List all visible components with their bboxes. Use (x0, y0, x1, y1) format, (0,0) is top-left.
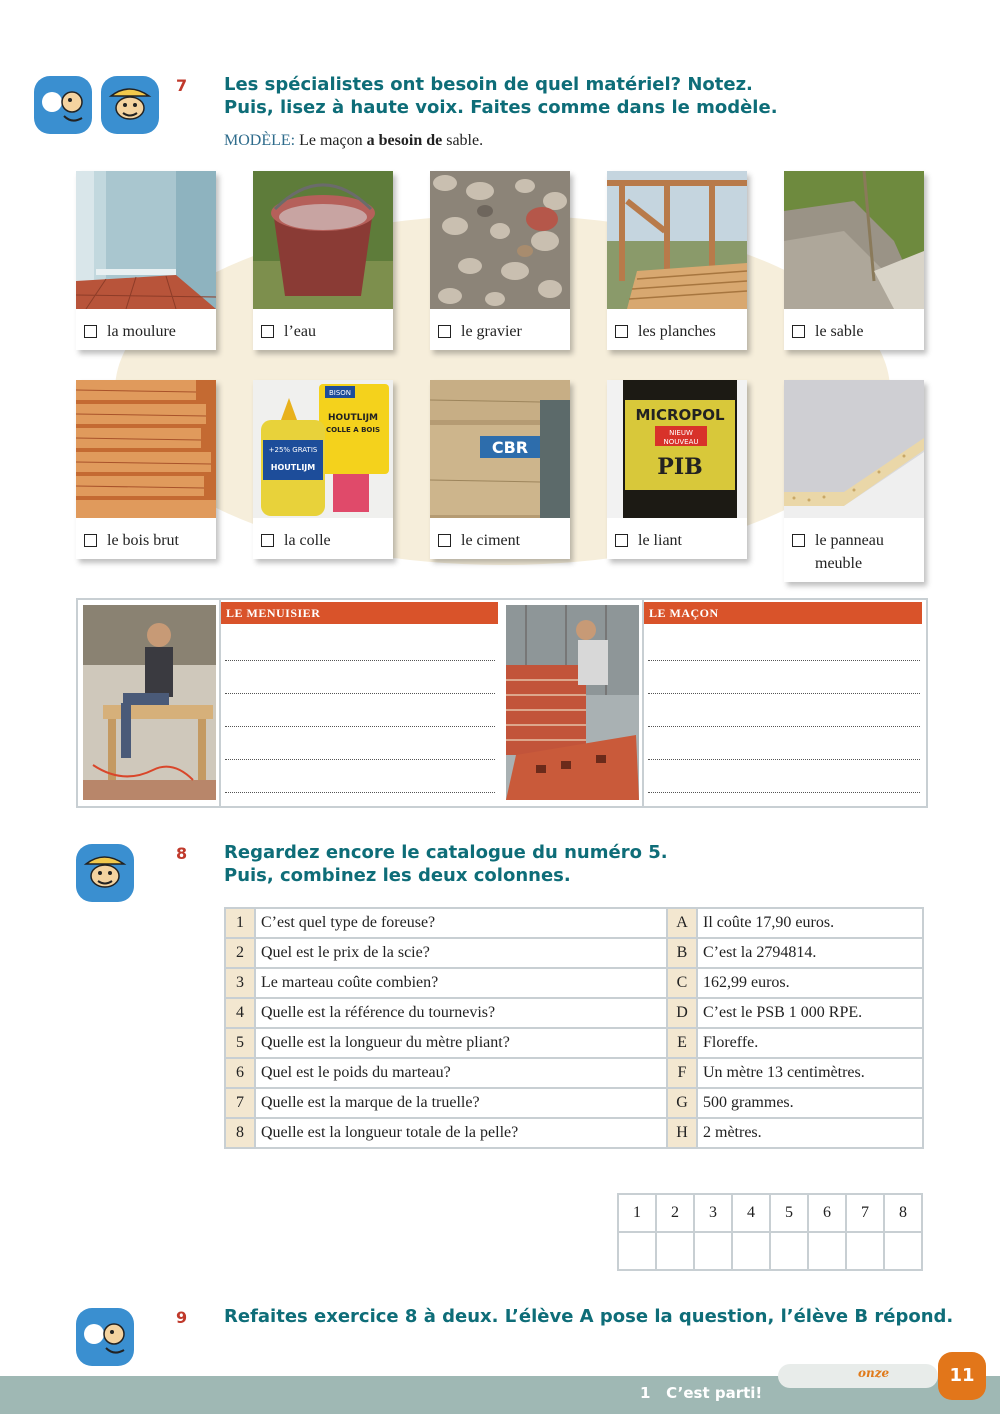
glue-label-text: HOUTLIJM (327, 413, 379, 423)
answer-cell[interactable] (618, 1232, 656, 1270)
answer-letter: B (667, 938, 697, 968)
exercise-instruction (224, 841, 668, 887)
answer-letter: A (667, 908, 697, 938)
answer-cell[interactable] (884, 1232, 922, 1270)
material-label: le sable (815, 323, 864, 340)
table-row (225, 1118, 923, 1148)
speaking-person-icon (76, 844, 134, 902)
exercise-instruction: Refaites exercice 8 à deux. L’élève A pose la question, l’élève B répond. (224, 1306, 954, 1327)
listen-speak-icon (34, 76, 92, 134)
planks-frame-photo (607, 171, 747, 309)
answer-text: Il coûte 17,90 euros. (697, 908, 923, 938)
moulding-photo (76, 171, 216, 309)
answer-text: 162,99 euros. (697, 968, 923, 998)
answer-grid (617, 1193, 923, 1271)
answer-line[interactable] (648, 628, 920, 661)
answer-line[interactable] (648, 760, 920, 793)
answer-letter: D (667, 998, 697, 1028)
material-card (430, 171, 570, 350)
answer-letter: F (667, 1058, 697, 1088)
material-label: le panneau meuble (815, 532, 884, 572)
answer-line[interactable] (648, 727, 920, 760)
sand-photo (784, 171, 924, 309)
glue-label-text: +25% GRATIS (268, 446, 318, 454)
exercise-instruction (224, 73, 778, 119)
table-row (225, 1028, 923, 1058)
question-text: Quel est le prix de la scie? (255, 938, 667, 968)
answer-cell[interactable] (694, 1232, 732, 1270)
exercise-number: 8 (176, 844, 188, 863)
answer-line[interactable] (225, 727, 495, 760)
answer-text: Un mètre 13 centimètres. (697, 1058, 923, 1088)
question-number: 6 (225, 1058, 255, 1088)
chapter-title: 1 C’est parti! (640, 1384, 763, 1402)
instruction-line: Les spécialistes ont besoin de quel matériel? Notez. (224, 74, 753, 95)
answer-line[interactable] (225, 628, 495, 661)
answer-cell[interactable] (732, 1232, 770, 1270)
question-text: Quelle est la marque de la truelle? (255, 1088, 667, 1118)
material-card (430, 380, 570, 559)
answer-cell[interactable] (846, 1232, 884, 1270)
question-text: Quelle est la référence du tournevis? (255, 998, 667, 1028)
cement-brand: CBR (491, 438, 529, 457)
model-text: sable. (446, 132, 484, 149)
answer-letter: E (667, 1028, 697, 1058)
answer-grid-number: 8 (884, 1194, 922, 1232)
material-card (784, 380, 924, 582)
question-text: Le marteau coûte combien? (255, 968, 667, 998)
answer-text: 500 grammes. (697, 1088, 923, 1118)
material-card (76, 380, 216, 559)
material-card (76, 171, 216, 350)
material-label: le ciment (461, 532, 521, 549)
answer-text: 2 mètres. (697, 1118, 923, 1148)
table-row (225, 1058, 923, 1088)
table-row (225, 998, 923, 1028)
material-label: les planches (638, 323, 716, 340)
question-number: 2 (225, 938, 255, 968)
answer-text: C’est la 2794814. (697, 938, 923, 968)
cement-bags-photo (430, 380, 570, 518)
question-text: Quelle est la longueur totale de la pelle? (255, 1118, 667, 1148)
material-card (253, 380, 393, 559)
checkbox[interactable] (615, 534, 628, 547)
table-row (225, 938, 923, 968)
divider (642, 600, 644, 806)
answer-cell[interactable] (656, 1232, 694, 1270)
material-card (607, 171, 747, 350)
page-word: onze (858, 1366, 890, 1380)
binder-label-text: PIB (657, 454, 703, 480)
material-label: la colle (284, 532, 331, 549)
answer-letter: G (667, 1088, 697, 1118)
answer-grid-number: 1 (618, 1194, 656, 1232)
answer-line[interactable] (225, 694, 495, 727)
glue-photo (253, 380, 393, 518)
binder-label-text: NOUVEAU (663, 438, 699, 446)
page-word-pill (778, 1364, 938, 1388)
question-text: Quel est le poids du marteau? (255, 1058, 667, 1088)
table-row (225, 968, 923, 998)
question-text: Quelle est la longueur du mètre pliant? (255, 1028, 667, 1058)
answer-lines-menuisier (225, 628, 495, 793)
listen-speak-icon (76, 1308, 134, 1366)
instruction-line: Puis, lisez à haute voix. Faites comme dans le modèle. (224, 97, 778, 118)
page-number: 11 (938, 1352, 986, 1400)
matching-table (224, 907, 924, 1149)
question-number: 7 (225, 1088, 255, 1118)
speaking-person-icon (101, 76, 159, 134)
header-macon: LE MAÇON (644, 602, 922, 624)
answer-cell[interactable] (770, 1232, 808, 1270)
exercise-number: 7 (176, 76, 188, 95)
binder-bottle-photo (607, 380, 747, 518)
answer-cell[interactable] (808, 1232, 846, 1270)
material-label: le liant (638, 532, 682, 549)
binder-brand: MICROPOL (635, 406, 725, 424)
model-text: Le maçon (299, 132, 363, 149)
exercise-number: 9 (176, 1308, 188, 1327)
answer-lines-macon (648, 628, 920, 793)
question-number: 8 (225, 1118, 255, 1148)
mason-photo (506, 605, 639, 800)
model-bold: a besoin de (366, 132, 443, 149)
answer-grid-number: 2 (656, 1194, 694, 1232)
carpenter-photo (83, 605, 216, 800)
material-card (607, 380, 747, 559)
answer-text: Floreffe. (697, 1028, 923, 1058)
answer-grid-inputs (618, 1232, 922, 1270)
material-card (784, 171, 924, 350)
answer-grid-number: 7 (846, 1194, 884, 1232)
model-sentence (224, 132, 483, 150)
binder-label-text: NIEUW (669, 429, 693, 437)
material-label: le bois brut (107, 532, 179, 549)
table-row (225, 908, 923, 938)
checkbox[interactable] (438, 325, 451, 338)
checkbox[interactable] (84, 325, 97, 338)
answer-letter: H (667, 1118, 697, 1148)
answer-grid-number: 3 (694, 1194, 732, 1232)
checkbox[interactable] (792, 325, 805, 338)
instruction-line: Regardez encore le catalogue du numéro 5. (224, 842, 668, 863)
header-menuisier: LE MENUISIER (221, 602, 498, 624)
question-number: 1 (225, 908, 255, 938)
particle-board-photo (784, 380, 924, 518)
answer-line[interactable] (648, 661, 920, 694)
material-label: l’eau (284, 323, 316, 340)
material-label: la moulure (107, 323, 176, 340)
glue-label-text: COLLE A BOIS (325, 426, 381, 434)
question-number: 4 (225, 998, 255, 1028)
glue-label-text: HOUTLIJM (270, 463, 316, 472)
checkbox[interactable] (261, 534, 274, 547)
question-number: 3 (225, 968, 255, 998)
question-number: 5 (225, 1028, 255, 1058)
checkbox[interactable] (84, 534, 97, 547)
bucket-water-photo (253, 171, 393, 309)
table-row (225, 1088, 923, 1118)
material-label: le gravier (461, 323, 522, 340)
answer-line[interactable] (225, 661, 495, 694)
question-text: C’est quel type de foreuse? (255, 908, 667, 938)
checkbox[interactable] (792, 534, 805, 547)
checkbox[interactable] (615, 325, 628, 338)
checkbox[interactable] (438, 534, 451, 547)
bison-brand: BISON (328, 389, 352, 397)
answer-line[interactable] (648, 694, 920, 727)
model-label: MODÈLE: (224, 132, 296, 149)
gravel-photo (430, 171, 570, 309)
divider (219, 600, 221, 806)
rough-wood-photo (76, 380, 216, 518)
checkbox[interactable] (261, 325, 274, 338)
answer-grid-number: 6 (808, 1194, 846, 1232)
answer-letter: C (667, 968, 697, 998)
instruction-line: Puis, combinez les deux colonnes. (224, 865, 571, 886)
answer-writing-table (76, 598, 928, 808)
material-card (253, 171, 393, 350)
answer-grid-number: 4 (732, 1194, 770, 1232)
answer-line[interactable] (225, 760, 495, 793)
answer-grid-header (618, 1194, 922, 1232)
answer-text: C’est le PSB 1 000 RPE. (697, 998, 923, 1028)
answer-grid-number: 5 (770, 1194, 808, 1232)
